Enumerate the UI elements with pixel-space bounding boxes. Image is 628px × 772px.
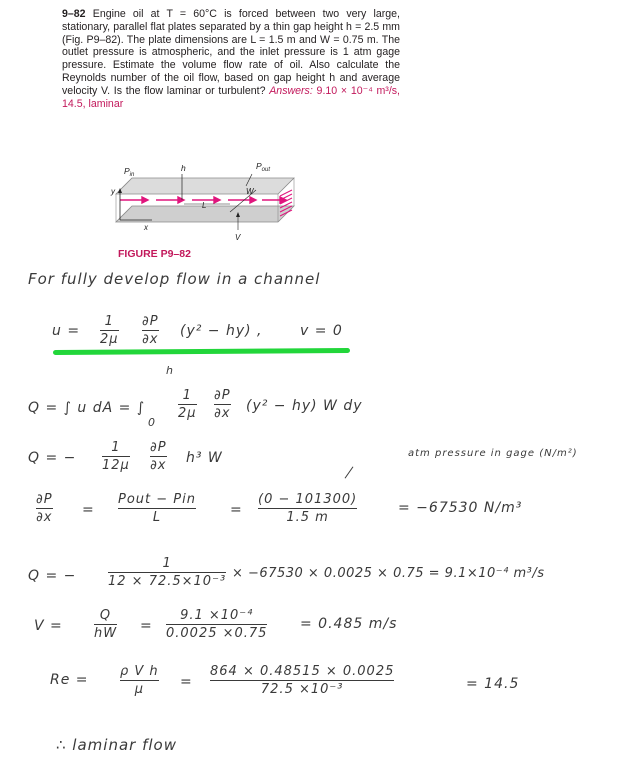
q-integral-upper: h — [166, 364, 174, 377]
highlight-underline — [53, 348, 350, 355]
problem-text: Engine oil at T = 60°C is forced between two very large, stationary, parallel flat plates separated by a thin gap height h = 2.5 mm (Fig. P9–82). The plate dimensions are L = 1.5 m and W = 0.75 m. The outlet pressure is atmospheric, and the inlet pressure is 1 atm gage pressure. Estimate the volume flow rate of oil. Also calculate the Reynolds number of the oil flow, based on gap height h and average velocity V. Is the flow laminar or turbulent? — [62, 8, 400, 97]
u-frac-1: 1 2μ — [100, 314, 119, 347]
v-result: = 0.485 m/s — [300, 616, 398, 632]
u-frac-2: ∂P ∂x — [142, 314, 159, 347]
top-plate — [116, 178, 294, 194]
v-equation: v = 0 — [300, 323, 343, 339]
answers-value-2: × 10⁻⁴ m³/s, 14.5, laminar — [62, 84, 400, 110]
label-y: y — [111, 187, 115, 196]
dpdx-lhs: ∂P ∂x — [36, 492, 53, 525]
problem-statement — [62, 8, 400, 110]
solution-intro: For fully develop flow in a channel — [28, 270, 321, 288]
u-lhs: u = — [52, 323, 81, 339]
problem-number: 9–82 — [62, 8, 86, 20]
q-integral-lhs: Q = ∫ u dA = ∫ — [28, 400, 146, 416]
q-result-lhs: Q = − — [28, 450, 77, 466]
label-L: L — [202, 201, 207, 210]
v-lhs: V = — [34, 618, 63, 634]
answers-value-1: 9.10 — [316, 84, 338, 97]
q-int-frac-1: 1 2μ — [178, 388, 197, 421]
re-result: = 14.5 — [466, 676, 520, 692]
label-x: x — [144, 223, 148, 232]
label-W: W — [246, 187, 254, 196]
label-p-in: $P_{in}$ — [124, 166, 135, 178]
dpdx-frac-2: Pout − Pin L — [118, 492, 196, 525]
re-lhs: Re = — [50, 672, 89, 688]
answers-label: Answers: — [269, 84, 313, 97]
v-frac-2: 9.1 ×10⁻⁴ 0.0025 ×0.75 — [166, 608, 268, 641]
q-num-rest: × −67530 × 0.0025 × 0.75 = 9.1×10⁻⁴ m³/s — [232, 566, 545, 581]
q-res-frac-2: ∂P ∂x — [150, 440, 167, 473]
q-integral-lower: 0 — [148, 416, 156, 429]
dpdx-result: = −67530 N/m³ — [398, 500, 523, 516]
dpdx-frac-3: (0 − 101300) 1.5 m — [258, 492, 358, 525]
q-num-lhs: Q = − — [28, 568, 77, 584]
atm-note: atm pressure in gage (N/m²) — [408, 448, 578, 459]
re-frac-1: ρ V h μ — [120, 664, 159, 697]
v-frac-1: Q hW — [94, 608, 118, 641]
label-p-out: $P_{out}$ — [256, 161, 271, 173]
q-int-frac-2: ∂P ∂x — [214, 388, 231, 421]
q-res-rest: h³ W — [186, 450, 223, 466]
re-frac-2: 864 × 0.48515 × 0.0025 72.5 ×10⁻³ — [210, 664, 395, 697]
q-num-frac: 1 12 × 72.5×10⁻³ — [108, 556, 227, 589]
figure-p9-82 — [80, 160, 310, 244]
figure-caption: FIGURE P9–82 — [118, 248, 191, 260]
q-res-frac-1: 1 12μ — [102, 440, 130, 473]
label-h: h — [181, 163, 186, 173]
conclusion: ∴ laminar flow — [56, 736, 177, 754]
u-rest: (y² − hy) , — [180, 323, 263, 339]
label-V: V — [235, 233, 241, 242]
q-int-rest: (y² − hy) W dy — [246, 398, 363, 414]
